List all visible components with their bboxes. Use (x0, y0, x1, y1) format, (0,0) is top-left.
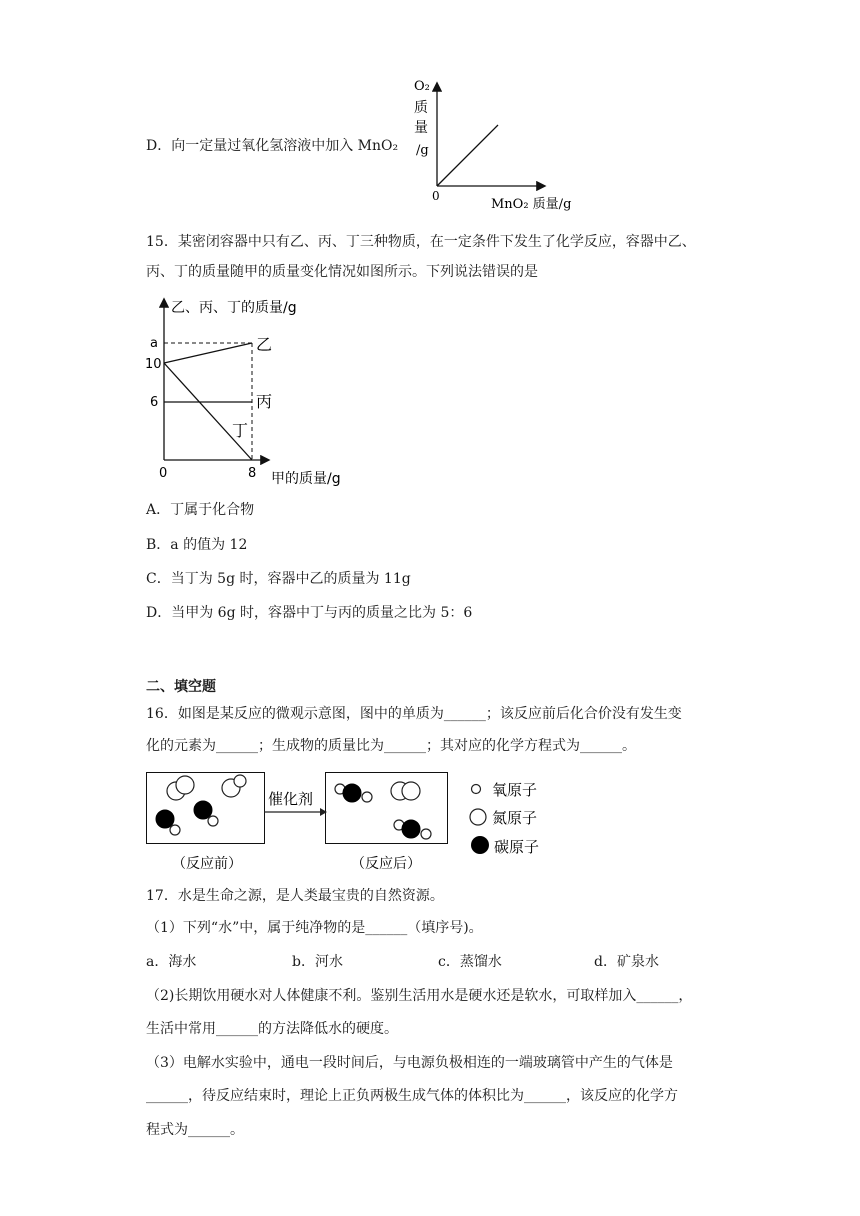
q15-option-c: C．当丁为 5g 时，容器中乙的质量为 11g (146, 571, 411, 587)
q15-option-d: D．当甲为 6g 时，容器中丁与丙的质量之比为 5：6 (146, 605, 473, 621)
series-ding-line (164, 363, 252, 460)
y-label-top: O₂ (414, 79, 430, 94)
q16-line1: 16．如图是某反应的微观示意图，图中的单质为______；该反应前后化合价没有发生变 (146, 706, 682, 722)
origin-label: 0 (432, 189, 440, 203)
oxygen-atom (234, 775, 246, 787)
q17-part2-line1: （2)长期饮用硬水对人体健康不利。鉴别生活用水是硬水还是软水，可取样加入______， (146, 988, 693, 1004)
q15-stem-line2: 丙、丁的质量随甲的质量变化情况如图所示。下列说法错误的是 (146, 264, 538, 280)
legend-nitrogen-icon (470, 809, 486, 825)
y-label-char-2: 量 (414, 120, 428, 136)
oxygen-atom (421, 829, 431, 839)
q17-choice-b: b．河水 (292, 954, 343, 970)
series-label-bing: 丙 (256, 392, 273, 411)
q17-choice-d: d．矿泉水 (594, 954, 659, 970)
q14-option-d: D．向一定量过氧化氢溶液中加入 MnO₂ (146, 138, 399, 154)
x-tick-8: 8 (248, 466, 257, 481)
q17-stem: 17．水是生命之源，是人类最宝贵的自然资源。 (146, 888, 444, 904)
x-axis-label: MnO₂ 质量/g (491, 197, 572, 212)
legend-oxygen-label: 氧原子 (492, 781, 538, 799)
after-caption: （反应后） (351, 856, 421, 872)
before-caption: （反应前） (172, 856, 242, 872)
legend-carbon-icon (471, 836, 489, 854)
q17-choice-c: c．蒸馏水 (438, 954, 502, 970)
q15-stem-line1: 15．某密闭容器中只有乙、丙、丁三种物质，在一定条件下发生了化学反应，容器中乙、 (146, 234, 696, 250)
carbon-atom (156, 810, 174, 828)
q15-option-a: A．丁属于化合物 (146, 502, 255, 518)
q17-part3-line2: ______，待反应结束时，理论上正负两极生成气体的体积比为______，该反应的化学方 (146, 1088, 678, 1104)
carbon-atom (402, 820, 420, 838)
after-molecules (335, 782, 431, 839)
data-line (437, 125, 498, 186)
carbon-atom (343, 784, 361, 802)
q17-choice-a: a．海水 (146, 954, 197, 970)
y-axis-title: 乙、丙、丁的质量/g (171, 300, 297, 316)
y-label-char-1: 质 (414, 100, 428, 116)
oxygen-atom (362, 792, 372, 802)
oxygen-atom (208, 816, 218, 826)
series-label-yi: 乙 (256, 335, 273, 354)
y-label-char-3: /g (416, 143, 429, 158)
x-axis-title: 甲的质量/g (271, 471, 341, 487)
nitrogen-atom (176, 776, 194, 794)
q15-mass-chart (140, 292, 370, 488)
q14-oxygen-chart (404, 70, 594, 215)
carbon-atom (194, 801, 212, 819)
reaction-arrow-head (320, 808, 327, 816)
y-tick-10: 10 (145, 357, 162, 372)
y-tick-6: 6 (150, 395, 159, 410)
legend (470, 781, 539, 856)
oxygen-atom (170, 825, 180, 835)
x-tick-0: 0 (159, 466, 168, 481)
legend-nitrogen-label: 氮原子 (492, 809, 538, 827)
q17-part2-line2: 生活中常用______的方法降低水的硬度。 (146, 1021, 398, 1037)
q16-molecule-diagram (140, 768, 560, 878)
section-title: 二、填空题 (146, 679, 216, 695)
q16-line2: 化的元素为______；生成物的质量比为______；其对应的化学方程式为______。 (146, 738, 636, 754)
q15-option-b: B．a 的值为 12 (146, 537, 248, 553)
q17-part3-line1: （3）电解水实验中，通电一段时间后，与电源负极相连的一端玻璃管中产生的气体是 (146, 1055, 673, 1071)
catalyst-label: 催化剂 (268, 790, 314, 808)
before-molecules (156, 775, 246, 835)
q17-part3-line3: 程式为______。 (146, 1122, 244, 1138)
series-label-ding: 丁 (232, 421, 249, 440)
q17-part1: （1）下列“水”中，属于纯净物的是______（填序号)。 (146, 920, 483, 936)
legend-carbon-label: 碳原子 (494, 838, 540, 856)
legend-oxygen-icon (472, 785, 481, 794)
nitrogen-atom (402, 782, 420, 800)
y-tick-a: a (150, 336, 158, 351)
series-yi-line (164, 343, 252, 363)
